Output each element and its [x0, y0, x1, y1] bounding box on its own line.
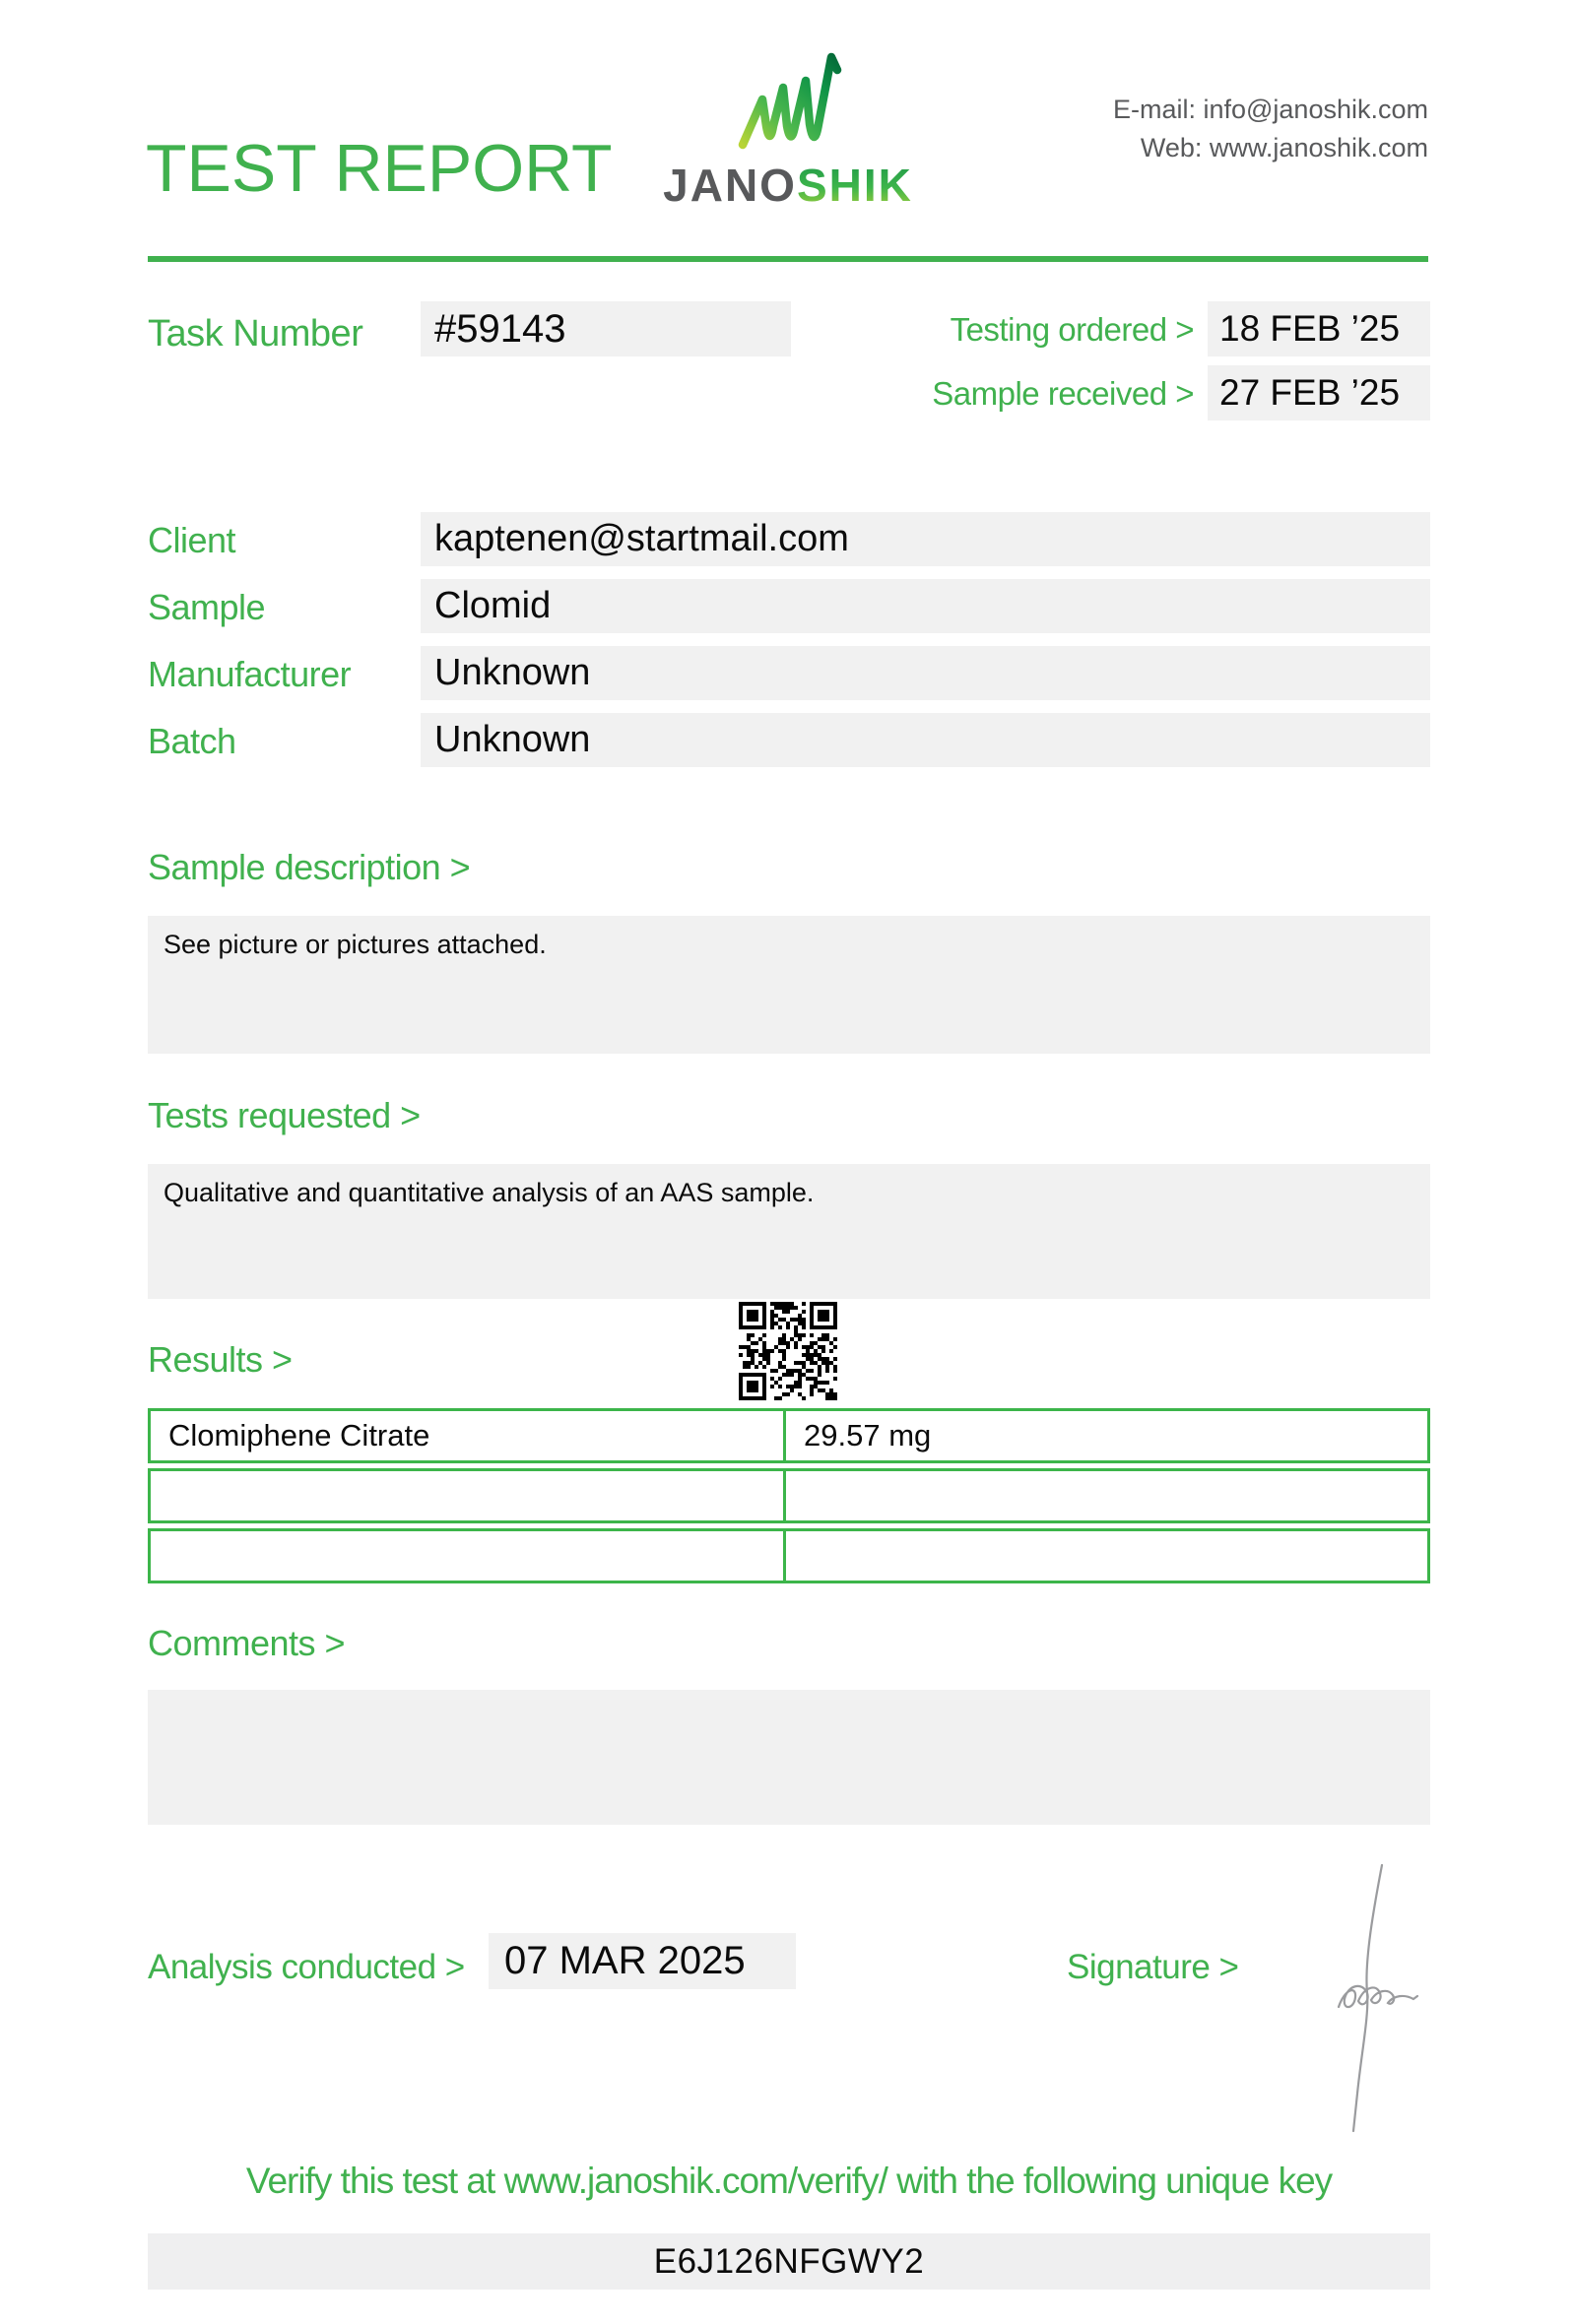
analysis-date-box — [489, 1933, 796, 1989]
analysis-date-value: 07 MAR 2025 — [504, 1939, 746, 1982]
tests-requested-box — [148, 1164, 1430, 1299]
analyte-cell: Clomiphene Citrate — [148, 1408, 786, 1463]
logo-wordmark-jano: JANO — [663, 160, 797, 211]
signature-label: Signature > — [1067, 1948, 1239, 1986]
analyte-cell — [148, 1528, 786, 1583]
manufacturer-value: Unknown — [434, 652, 591, 693]
tests-requested-heading: Tests requested > — [148, 1095, 421, 1135]
contact-email: E-mail: info@janoshik.com — [1112, 95, 1428, 124]
batch-value: Unknown — [434, 719, 591, 760]
testing-ordered-box — [1208, 301, 1430, 356]
sample-label: Sample — [148, 587, 266, 627]
manufacturer-label: Manufacturer — [148, 654, 352, 694]
comments-heading: Comments > — [148, 1623, 346, 1663]
contact-web: Web: www.janoshik.com — [1140, 133, 1428, 163]
comments-box — [148, 1690, 1430, 1825]
batch-value-box — [421, 713, 1430, 767]
signature-image — [1305, 1857, 1433, 2143]
client-label: Client — [148, 520, 236, 560]
contact-info — [1113, 91, 1428, 167]
task-number-label: Task Number — [148, 313, 363, 355]
analysis-conducted-label: Analysis conducted > — [148, 1948, 465, 1986]
sample-value: Clomid — [434, 585, 552, 626]
qr-code-icon — [739, 1302, 837, 1400]
results-row — [148, 1468, 1430, 1523]
verify-key: E6J126NFGWY2 — [653, 2242, 925, 2281]
tests-requested-text: Qualitative and quantitative analysis of an AAS sample. — [164, 1178, 815, 1207]
sample-received-label: Sample received > — [932, 375, 1194, 412]
results-heading: Results > — [148, 1339, 293, 1380]
testing-ordered-label: Testing ordered > — [950, 311, 1194, 348]
header-rule — [148, 256, 1428, 262]
sample-value-box — [421, 579, 1430, 633]
verify-key-box — [148, 2233, 1430, 2290]
amount-cell: 29.57 mg — [786, 1408, 1430, 1463]
sample-received-value: 27 FEB ’25 — [1219, 372, 1401, 413]
results-row — [148, 1408, 1430, 1463]
task-number-box — [421, 301, 791, 356]
comments-text — [148, 1690, 1430, 1704]
verify-text: Verify this test at www.janoshik.com/verify/ with the following unique key — [245, 2161, 1333, 2201]
task-number-value: #59143 — [434, 307, 566, 351]
logo-chart-icon — [743, 57, 837, 145]
results-table — [148, 1403, 1430, 1588]
batch-label: Batch — [148, 721, 236, 761]
client-value-box — [421, 512, 1430, 566]
client-value: kaptenen@startmail.com — [434, 518, 849, 559]
sample-description-heading: Sample description > — [148, 847, 471, 887]
manufacturer-value-box — [421, 646, 1430, 700]
amount-cell — [786, 1528, 1430, 1583]
analyte-cell — [148, 1468, 786, 1523]
sample-description-box — [148, 916, 1430, 1054]
results-row — [148, 1528, 1430, 1583]
testing-ordered-value: 18 FEB ’25 — [1219, 308, 1401, 349]
logo-wordmark-shik: SHIK — [796, 160, 913, 211]
page-title: TEST REPORT — [146, 131, 613, 206]
janoshik-logo — [658, 43, 918, 213]
sample-received-box — [1208, 365, 1430, 420]
amount-cell — [786, 1468, 1430, 1523]
sample-description-text: See picture or pictures attached. — [164, 930, 547, 959]
logo-wordmark — [663, 160, 913, 211]
